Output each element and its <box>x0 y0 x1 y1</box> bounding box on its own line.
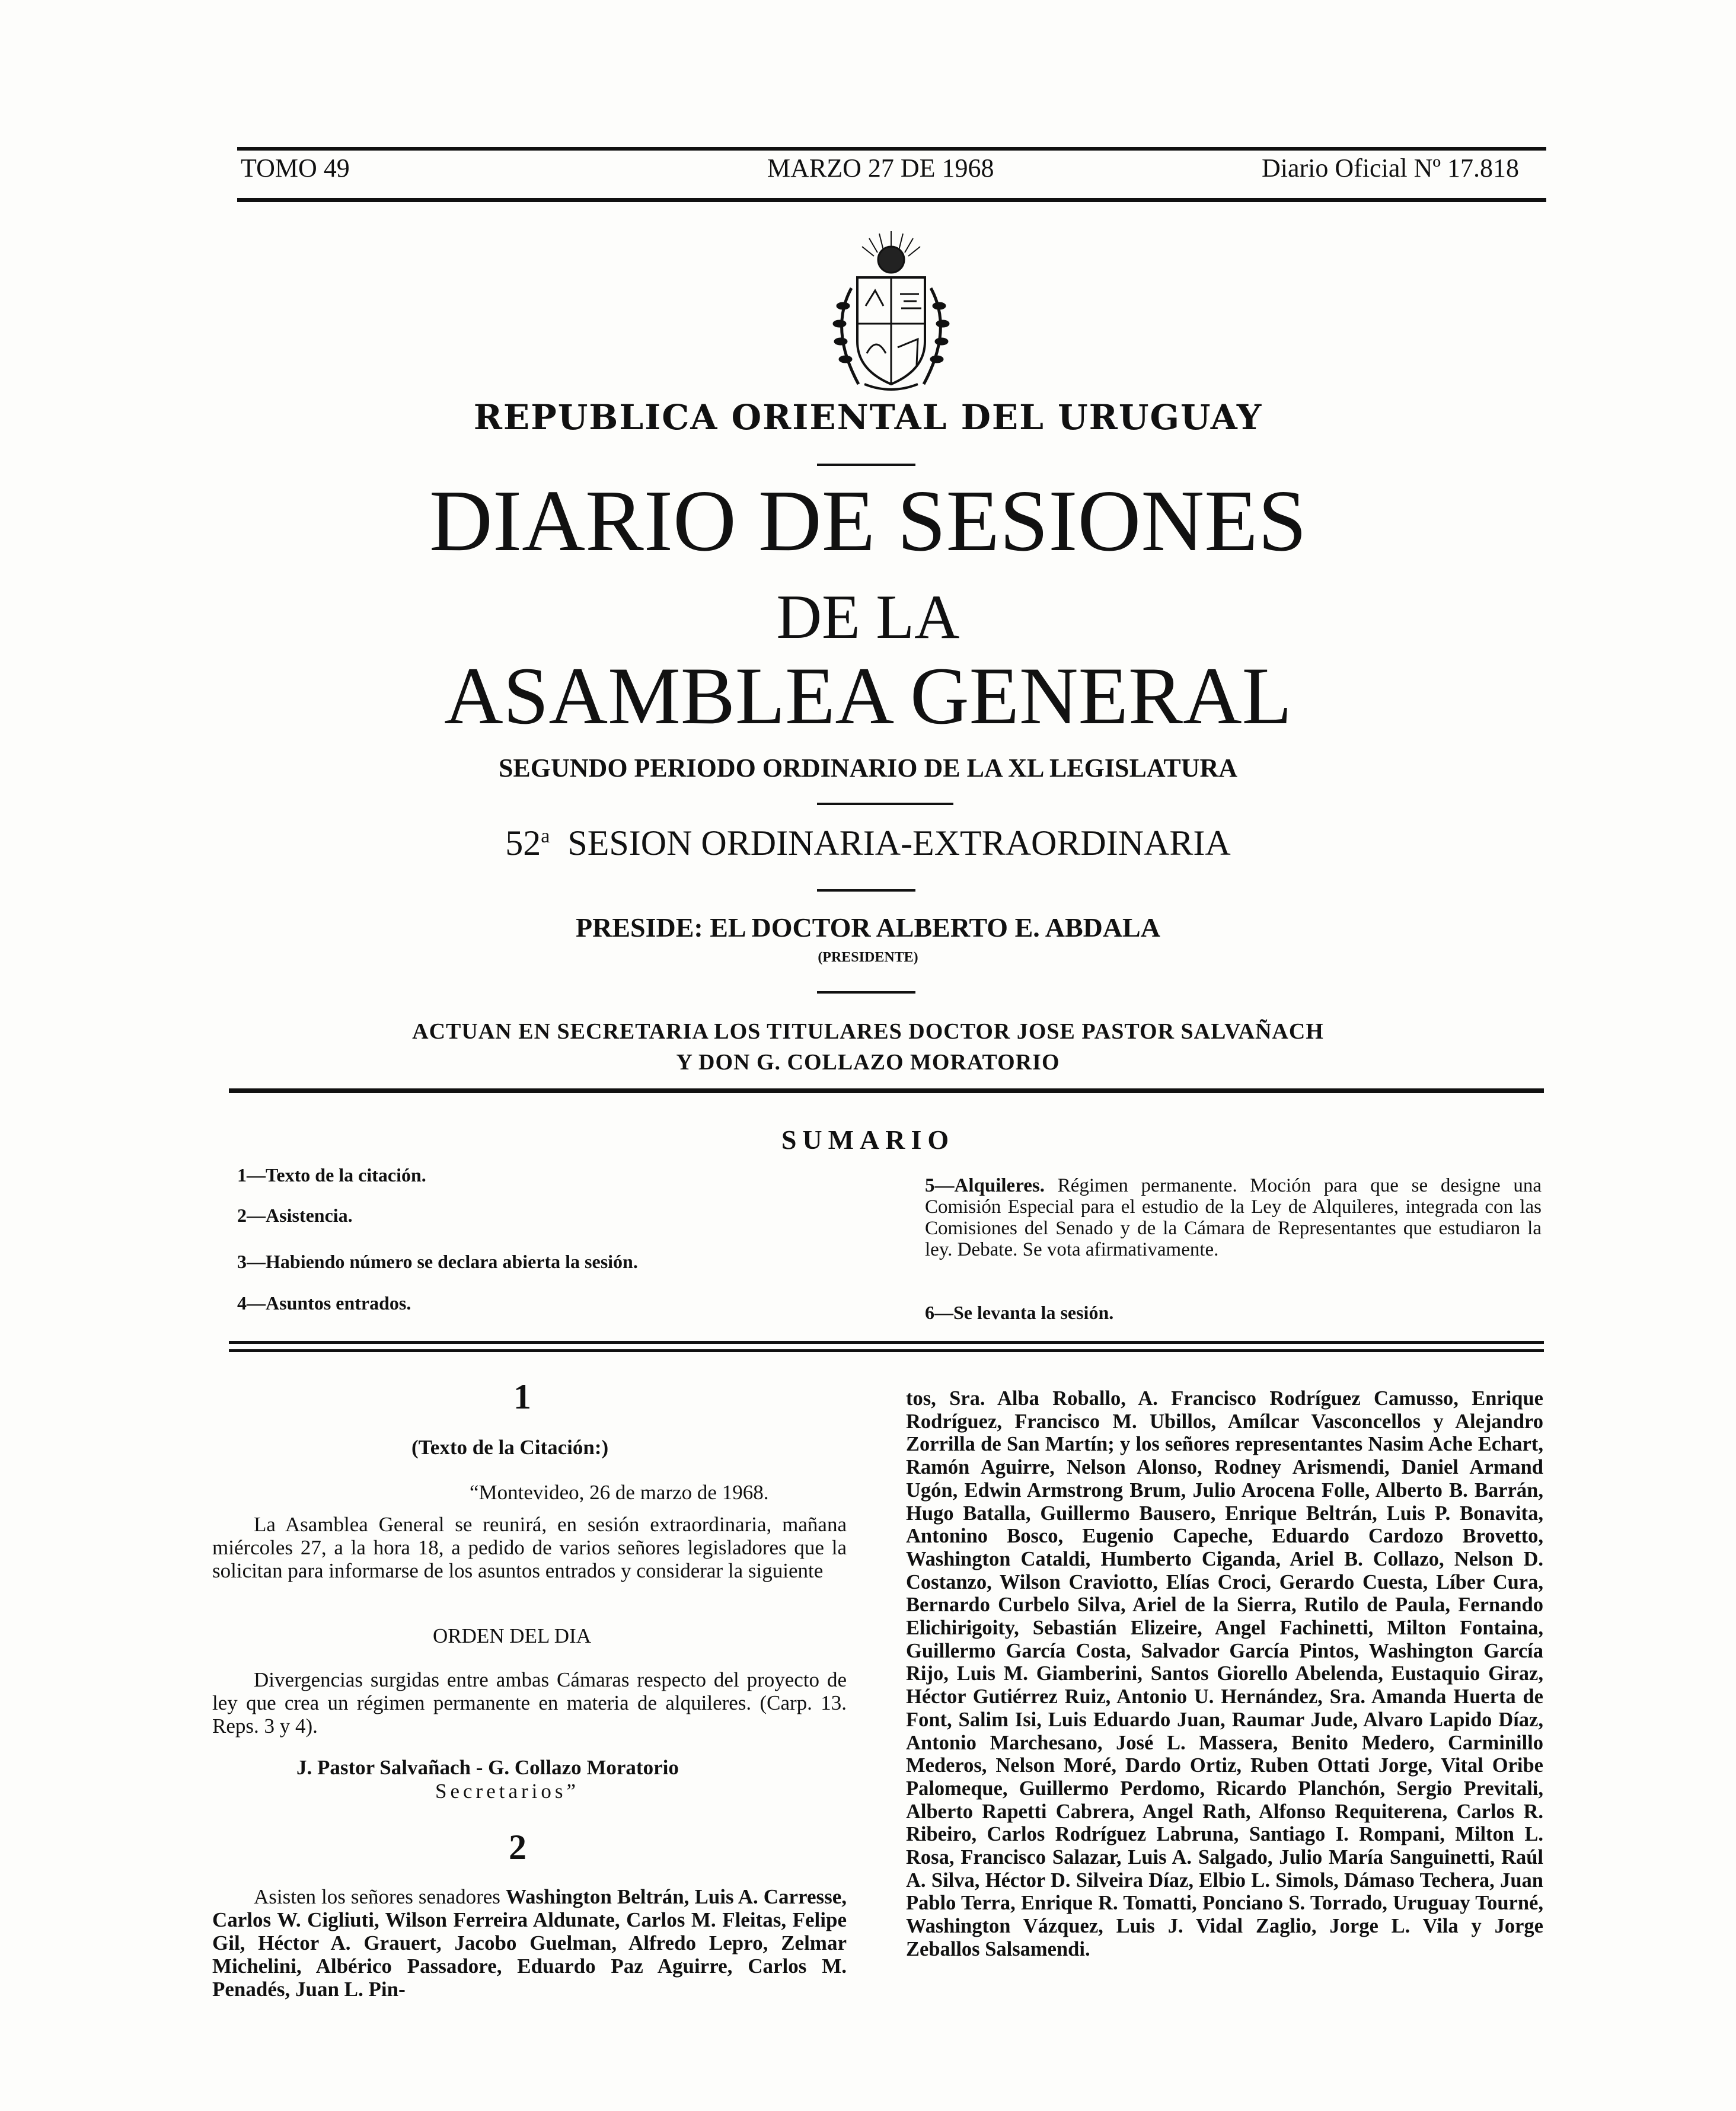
divider <box>817 803 953 805</box>
citation-label: (Texto de la Citación:) <box>411 1436 609 1459</box>
citation-date: “Montevideo, 26 de marzo de 1968. <box>470 1481 769 1504</box>
sumario-item-5: 5—Alquileres. Régimen permanente. Moción para que se designe una Comisión Especial para el estudio de la Ley de Alquileres, integrada con las Comisiones del Senado y de la Cámara de Representantes que estudiaron la ley. Debate. Se vota afirmativamente. <box>925 1175 1542 1260</box>
issue-date: MARZO 27 DE 1968 <box>767 154 994 183</box>
attendance-paragraph: Asisten los señores senadores Washington Beltrán, Luis A. Carresse, Carlos W. Cigliuti, Wilson Ferreira Aldunate, Carlos M. Fleitas, Felipe Gil, Héctor A. Grauert, Jacobo Guelman, Alfredo Lepro, Zelmar Michelini, Albérico Passadore, Eduardo Paz Aguirre, Carlos M. Penadés, Juan L. Pin- <box>212 1885 847 2001</box>
header-top-rule <box>237 147 1546 151</box>
tomo-label: TOMO 49 <box>241 154 350 183</box>
sumario-item-6: 6—Se levanta la sesión. <box>925 1302 1114 1323</box>
divider <box>817 464 915 466</box>
section-1-number: 1 <box>513 1377 531 1416</box>
citation-paragraph: La Asamblea General se reunirá, en sesión extraordinaria, mañana miércoles 27, a la hora 18, a pedido de varios señores legisladores que la solicitan para informarse de los asuntos entrados y considerar la siguiente <box>212 1513 847 1582</box>
divider <box>817 991 915 994</box>
masthead-bottom-rule <box>229 1088 1544 1093</box>
diario-oficial-number: Diario Oficial Nº 17.818 <box>1262 154 1519 183</box>
presidente-label: (PRESIDENTE) <box>818 950 918 965</box>
legislative-period: SEGUNDO PERIODO ORDINARIO DE LA XL LEGISLATURA <box>498 753 1238 783</box>
sumario-item-4: 4—Asuntos entrados. <box>237 1292 411 1314</box>
section-2-number: 2 <box>509 1828 526 1867</box>
title-de-la: DE LA <box>776 582 960 651</box>
secretaries-line-2: Y DON G. COLLAZO MORATORIO <box>676 1050 1060 1075</box>
signers-title: Secretarios” <box>435 1780 580 1803</box>
sumario-item-2: 2—Asistencia. <box>237 1205 353 1226</box>
signers: J. Pastor Salvañach - G. Collazo Moratorio <box>296 1756 679 1779</box>
sumario-item-3: 3—Habiendo número se declara abierta la sesión. <box>237 1251 638 1272</box>
sumario-bottom-rule-1 <box>229 1341 1544 1344</box>
secretaries-line-1: ACTUAN EN SECRETARIA LOS TITULARES DOCTOR JOSE PASTOR SALVAÑACH <box>412 1019 1324 1044</box>
sumario-bottom-rule-2 <box>229 1349 1544 1352</box>
attendance-continued: tos, Sra. Alba Roballo, A. Francisco Rodríguez Camusso, Enrique Rodríguez, Francisco M. Ubillos, Amílcar Vasconcellos y Alejandro Zorrilla de San Martín; y los señores representantes Nasim Ache Echart, Ramón Aguirre, Nelson Alonso, Rodney Arismendi, Daniel Armand Ugón, Edwin Armstrong Brum, Julio Arocena Folle, Alberto B. Barrán, Hugo Batalla, Guillermo Bausero, Enrique Beltrán, Luis P. Bonavita, Antonino Bosco, Eugenio Capeche, Eduardo Cardozo Brovetto, Washington Cataldi, Humberto Ciganda, Ariel B. Collazo, Nelson D. Costanzo, Wilson Craviotto, Elías Croci, Gerardo Cuesta, Líber Cura, Bernardo Curbelo Silva, Ariel de la Sierra, Rutilo de Paula, Fernando Elichirigoity, Sebastián Elizeire, Angel Fachinetti, Milton Fontaina, Guillermo García Costa, Salvador García Pintos, Washington García Rijo, Luis M. Giamberini, Santos Giorello Abelenda, Eustaquio Giraz, Héctor Gutiérrez Ruiz, Antonio U. Hernández, Sra. Amanda Huerta de Font, Salim Isi, Luis Eduardo Juan, Raumar Jude, Alvaro Lapido Díaz, Antonio Marchesano, José L. Massera, Benito Medero, Carminillo Mederos, Nelson Moré, Dardo Ortiz, Ruben Ottati Jorge, Vital Oribe Palomeque, Guillermo Perdomo, Ricardo Planchón, Sergio Previtali, Alberto Rapetti Cabrera, Angel Rath, Alfonso Requiterena, Carlos R. Ribeiro, Carlos Rodríguez Labruna, Santiago I. Rompani, Milton L. Rosa, Francisco Salazar, Luis A. Salgado, Julio María Sanguinetti, Raúl A. Silva, Héctor D. Silveira Díaz, Elbio L. Simols, Dámaso Techera, Juan Pablo Terra, Enrique R. Tomatti, Ponciano S. Torrado, Uruguay Tourné, Washington Vázquez, Luis J. Vidal Zaglio, Jorge L. Vila y Jorge Zeballos Salsamendi. <box>906 1387 1543 1960</box>
session-title: 52$^a$ SESION ORDINARIA-EXTRAORDINARIA <box>505 823 1231 863</box>
sumario-title: SUMARIO <box>781 1125 955 1155</box>
title-diario-de-sesiones: DIARIO DE SESIONES <box>429 472 1307 570</box>
orden-paragraph: Divergencias surgidas entre ambas Cámaras respecto del proyecto de ley que crea un régimen permanente en materia de alquileres. (Carp. 13. Reps. 3 y 4). <box>212 1668 847 1738</box>
sumario-item-1: 1—Texto de la citación. <box>237 1164 426 1186</box>
country-name: REPUBLICA ORIENTAL DEL URUGUAY <box>473 397 1263 437</box>
orden-del-dia: ORDEN DEL DIA <box>433 1624 591 1647</box>
divider <box>817 889 915 892</box>
preside-line: PRESIDE: EL DOCTOR ALBERTO E. ABDALA <box>576 912 1160 943</box>
title-asamblea-general: ASAMBLEA GENERAL <box>444 650 1292 741</box>
header-bottom-rule <box>237 198 1546 202</box>
coat-of-arms-icon <box>817 229 965 398</box>
